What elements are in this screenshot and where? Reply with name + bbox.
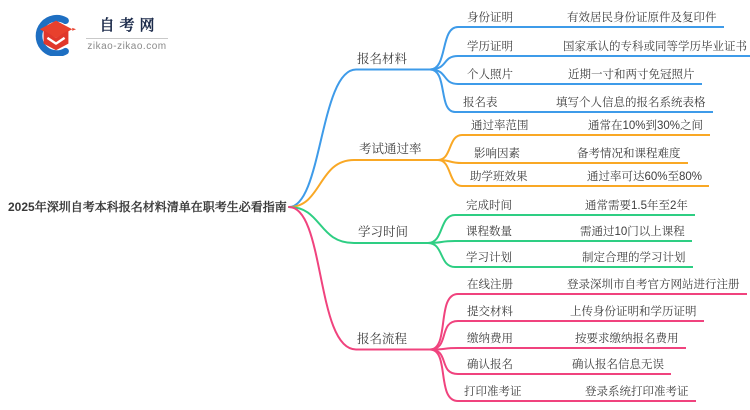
mindmap-row xyxy=(455,198,695,216)
topic-label[interactable]: 课程数量 xyxy=(466,226,512,238)
root-topic[interactable]: 2025年深圳自考本科报名材料清单在职考生必看指南 xyxy=(8,200,287,214)
topic-detail[interactable]: 制定合理的学习计划 xyxy=(582,252,686,264)
child-line xyxy=(430,321,458,350)
topic-label[interactable]: 提交材料 xyxy=(467,306,513,318)
child-line xyxy=(438,160,462,186)
topic-detail[interactable]: 上传身份证明和学历证明 xyxy=(570,306,697,318)
topic-detail[interactable]: 备考情况和课程难度 xyxy=(577,148,681,160)
topic-label[interactable]: 确认报名 xyxy=(467,359,513,371)
topic-label[interactable]: 缴纳费用 xyxy=(467,333,513,345)
mindmap-row xyxy=(458,277,747,295)
topic-label[interactable]: 在线注册 xyxy=(467,279,513,291)
topic-label[interactable]: 个人照片 xyxy=(467,69,513,81)
topic-detail[interactable]: 通常需要1.5年至2年 xyxy=(585,200,688,212)
graduation-cap-icon xyxy=(33,14,79,56)
topic-label[interactable]: 打印准考证 xyxy=(464,386,522,398)
topic-label[interactable]: 助学班效果 xyxy=(470,171,528,183)
topic-detail[interactable]: 国家承认的专科或同等学历毕业证书 xyxy=(563,41,747,53)
topic-label[interactable]: 完成时间 xyxy=(466,200,512,212)
mindmap-row xyxy=(458,384,696,402)
mindmap-row xyxy=(455,224,692,242)
topic-detail[interactable]: 通过率可达60%至80% xyxy=(587,171,703,183)
topic-label[interactable]: 影响因素 xyxy=(474,148,520,160)
topic-detail[interactable]: 需通过10门以上课程 xyxy=(580,226,685,238)
topic-label[interactable]: 通过率范围 xyxy=(471,120,529,132)
branch-line xyxy=(289,160,438,207)
topic-detail[interactable]: 通常在10%到30%之间 xyxy=(588,120,704,132)
mindmap-row xyxy=(455,95,713,113)
topic-label[interactable]: 学习计划 xyxy=(466,252,512,264)
logo-divider xyxy=(86,38,168,39)
mindmap-row xyxy=(458,304,704,322)
branch-topic[interactable]: 报名材料 xyxy=(357,52,408,66)
logo-title: 自考网 xyxy=(99,17,160,34)
child-line xyxy=(430,70,455,113)
mindmap-row xyxy=(462,118,710,136)
mindmap-row xyxy=(462,169,709,187)
mindmap-row xyxy=(455,250,693,268)
child-line xyxy=(430,350,458,375)
child-line xyxy=(428,243,455,267)
child-line xyxy=(430,70,458,85)
branch-topic[interactable]: 学习时间 xyxy=(358,225,409,239)
topic-detail[interactable]: 填写个人信息的报名系统表格 xyxy=(556,97,706,109)
child-line xyxy=(428,215,455,243)
topic-detail[interactable]: 按要求缴纳报名费用 xyxy=(575,333,679,345)
topic-label[interactable]: 身份证明 xyxy=(467,12,513,24)
topic-detail[interactable]: 登录系统打印准考证 xyxy=(585,386,689,398)
child-line xyxy=(430,350,458,402)
topic-detail[interactable]: 有效居民身份证原件及复印件 xyxy=(567,12,717,24)
mindmap-row xyxy=(458,39,750,57)
branch-line xyxy=(289,70,430,208)
mindmap-row xyxy=(458,331,686,349)
branch-topic[interactable]: 报名流程 xyxy=(357,332,408,346)
topic-detail[interactable]: 近期一寸和两寸免冠照片 xyxy=(568,69,695,81)
mindmap-row xyxy=(458,357,671,375)
topic-detail[interactable]: 确认报名信息无误 xyxy=(572,359,664,371)
logo-text xyxy=(86,17,168,53)
mindmap-row xyxy=(462,146,688,164)
child-line xyxy=(438,135,462,160)
topic-detail[interactable]: 登录深圳市自考官方网站进行注册 xyxy=(567,279,740,291)
site-logo xyxy=(33,14,168,56)
logo-domain: zikao-zikao.com xyxy=(87,41,167,52)
mindmap-row xyxy=(458,10,724,28)
topic-label[interactable]: 报名表 xyxy=(463,97,498,109)
mindmap-row xyxy=(458,67,702,85)
topic-label[interactable]: 学历证明 xyxy=(467,41,513,53)
branch-topic[interactable]: 考试通过率 xyxy=(359,142,422,156)
